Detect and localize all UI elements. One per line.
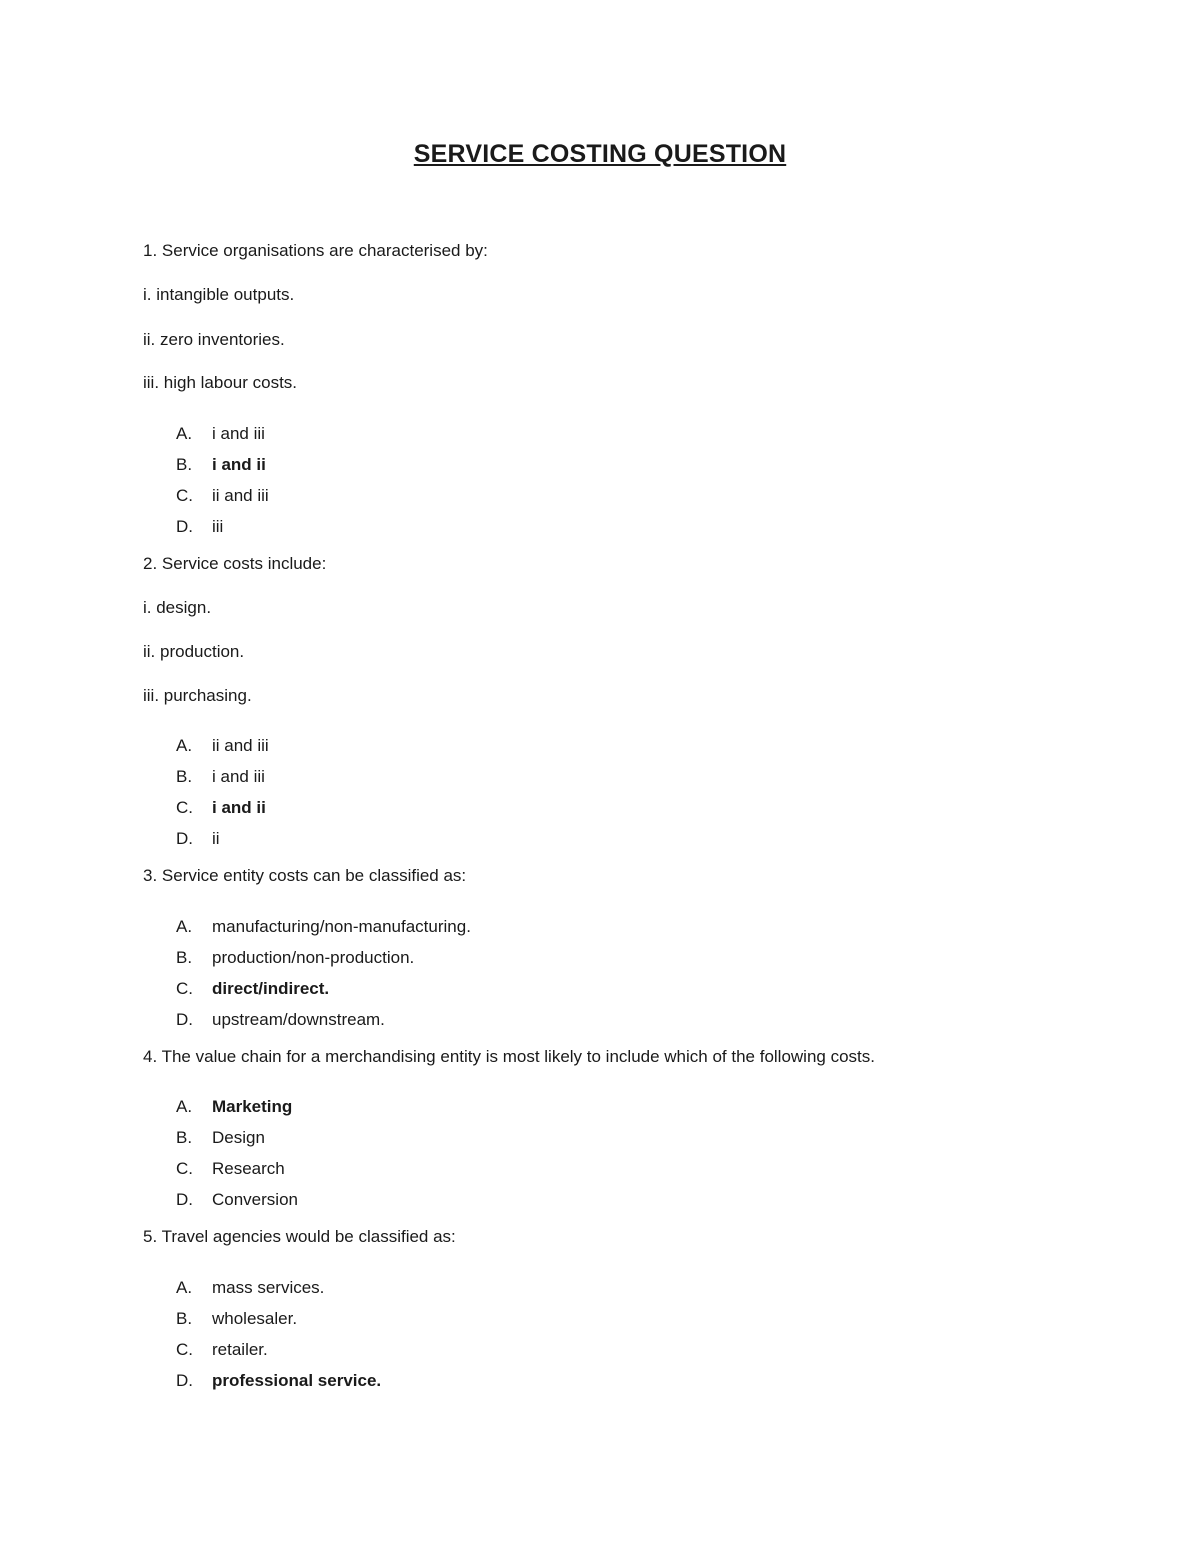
question-3-option-d: D. upstream/downstream. [176,1010,385,1029]
question-1-statement-i: i. intangible outputs. [143,285,295,304]
question-5-option-d: D. professional service. [176,1371,382,1390]
question-4-stem: 4. The value chain for a merchandising entity is most likely to include which of the following costs. [143,1047,875,1066]
question-5-option-b: B. wholesaler. [176,1309,298,1328]
question-4-option-a: A. Marketing [176,1097,293,1116]
question-1-statement-iii: iii. high labour costs. [143,373,298,392]
question-2-option-b: B. i and iii [176,767,265,786]
page-title: SERVICE COSTING QUESTION [413,140,787,168]
question-3-stem: 3. Service entity costs can be classified as: [143,866,467,885]
question-2-statement-i: i. design. [143,598,212,617]
question-1-statement-ii: ii. zero inventories. [143,330,285,349]
question-1-option-a: A. i and iii [176,424,265,443]
question-2-option-a: A. ii and iii [176,736,269,755]
question-5-stem: 5. Travel agencies would be classified as: [143,1227,456,1246]
question-3-option-a: A. manufacturing/non-manufacturing. [176,917,471,936]
question-3-option-c: C. direct/indirect. [176,979,330,998]
question-1-option-d: D. iii [176,517,224,536]
question-5-option-c: C. retailer. [176,1340,268,1359]
question-4-option-c: C. Research [176,1159,285,1178]
question-4-option-b: B. Design [176,1128,265,1147]
question-2-option-c: C. i and ii [176,798,266,817]
question-1-stem: 1. Service organisations are characterised by: [143,241,488,260]
question-2-stem: 2. Service costs include: [143,554,327,573]
question-1-option-b: B. i and ii [176,455,266,474]
question-4-option-d: D. Conversion [176,1190,298,1209]
question-2-statement-ii: ii. production. [143,642,245,661]
question-5-option-a: A. mass services. [176,1278,325,1297]
question-2-statement-iii: iii. purchasing. [143,686,252,705]
question-1-option-c: C. ii and iii [176,486,269,505]
question-3-option-b: B. production/non-production. [176,948,415,967]
question-2-option-d: D. ii [176,829,220,848]
